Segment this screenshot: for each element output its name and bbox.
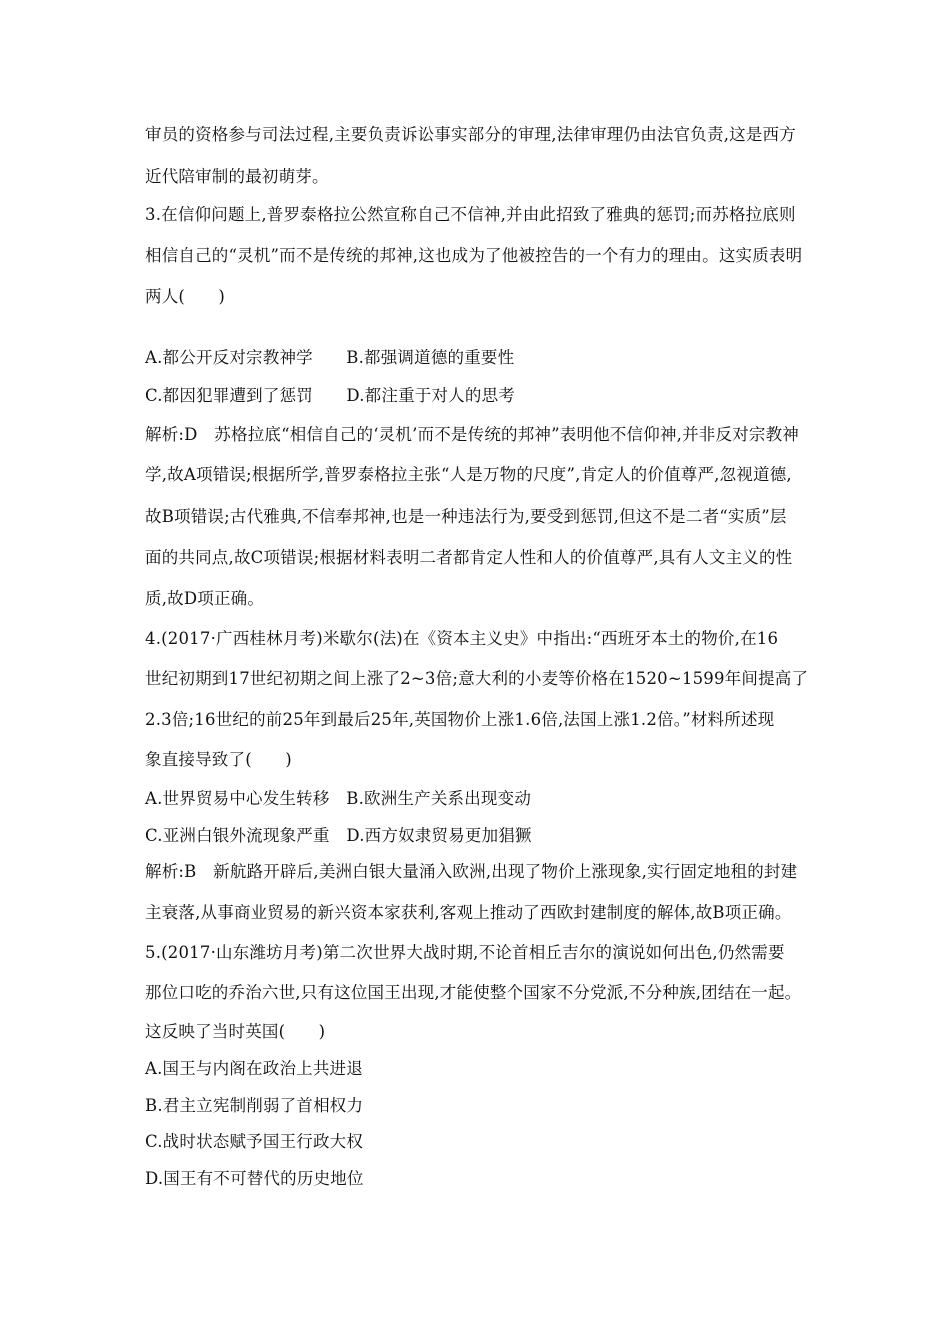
question-4-stem: 世纪初期到17世纪初期之间上涨了2~3倍;意大利的小麦等价格在1520~1599年间提高了 — [145, 669, 809, 688]
question-5-option-b: B.君主立宪制削弱了首相权力 — [145, 1096, 364, 1115]
question-4-stem: 象直接导致了( ) — [145, 750, 292, 769]
question-5-option-d: D.国王有不可替代的历史地位 — [145, 1169, 364, 1188]
question-3-options: A.都公开反对宗教神学 B.都强调道德的重要性 — [145, 348, 515, 367]
question-5-stem: 这反映了当时英国( ) — [145, 1022, 326, 1041]
question-3-analysis: 解析:D 苏格拉底“相信自己的‘灵机’而不是传统的邦神”表明他不信仰神,并非反对宗教神 — [145, 425, 799, 444]
question-4-stem: 2.3倍;16世纪的前25年到最后25年,英国物价上涨1.6倍,法国上涨1.2倍。”材料所述现 — [145, 710, 775, 729]
question-4-analysis: 主衰落,从事商业贸易的新兴资本家获利,客观上推动了西欧封建制度的解体,故B项正确。 — [145, 903, 792, 922]
question-4-analysis: 解析:B 新航路开辟后,美洲白银大量涌入欧洲,出现了物价上涨现象,实行固定地租的封建 — [145, 862, 798, 881]
question-3-analysis: 面的共同点,故C项错误;根据材料表明二者都肯定人性和人的价值尊严,具有人文主义的性 — [145, 548, 793, 567]
question-4-options: C.亚洲白银外流现象严重 D.西方奴隶贸易更加猖獗 — [145, 826, 532, 845]
question-5-option-a: A.国王与内阁在政治上共进退 — [145, 1059, 363, 1078]
question-3-analysis: 质,故D项正确。 — [145, 589, 265, 608]
question-5-option-c: C.战时状态赋予国王行政大权 — [145, 1132, 364, 1151]
question-5-stem: 5.(2017·山东潍坊月考)第二次世界大战时期,不论首相丘吉尔的演说如何出色,仍然需要 — [145, 943, 785, 962]
question-3-stem: 相信自己的“灵机”而不是传统的邦神,这也成为了他被控告的一个有力的理由。这实质表明 — [145, 246, 803, 265]
question-4-options: A.世界贸易中心发生转移 B.欧洲生产关系出现变动 — [145, 789, 532, 808]
text-line: 近代陪审制的最初萌芽。 — [145, 167, 329, 186]
question-3-stem: 两人( ) — [145, 287, 226, 306]
question-5-stem: 那位口吃的乔治六世,只有这位国王出现,才能使整个国家不分党派,不分种族,团结在一起。 — [145, 983, 802, 1002]
question-3-options: C.都因犯罪遭到了惩罚 D.都注重于对人的思考 — [145, 386, 515, 405]
question-3-analysis: 学,故A项错误;根据所学,普罗泰格拉主张“人是万物的尺度”,肯定人的价值尊严,忽视道德, — [145, 465, 792, 484]
question-3-analysis: 故B项错误;古代雅典,不信奉邦神,也是一种违法行为,要受到惩罚,但这不是二者“实质”层 — [145, 507, 787, 526]
question-3-stem: 3.在信仰问题上,普罗泰格拉公然宣称自己不信神,并由此招致了雅典的惩罚;而苏格拉底则 — [145, 205, 796, 224]
question-4-stem: 4.(2017·广西桂林月考)米歇尔(法)在《资本主义史》中指出:“西班牙本土的物价,在16 — [145, 629, 779, 648]
text-line: 审员的资格参与司法过程,主要负责诉讼事实部分的审理,法律审理仍由法官负责,这是西方 — [145, 125, 796, 144]
